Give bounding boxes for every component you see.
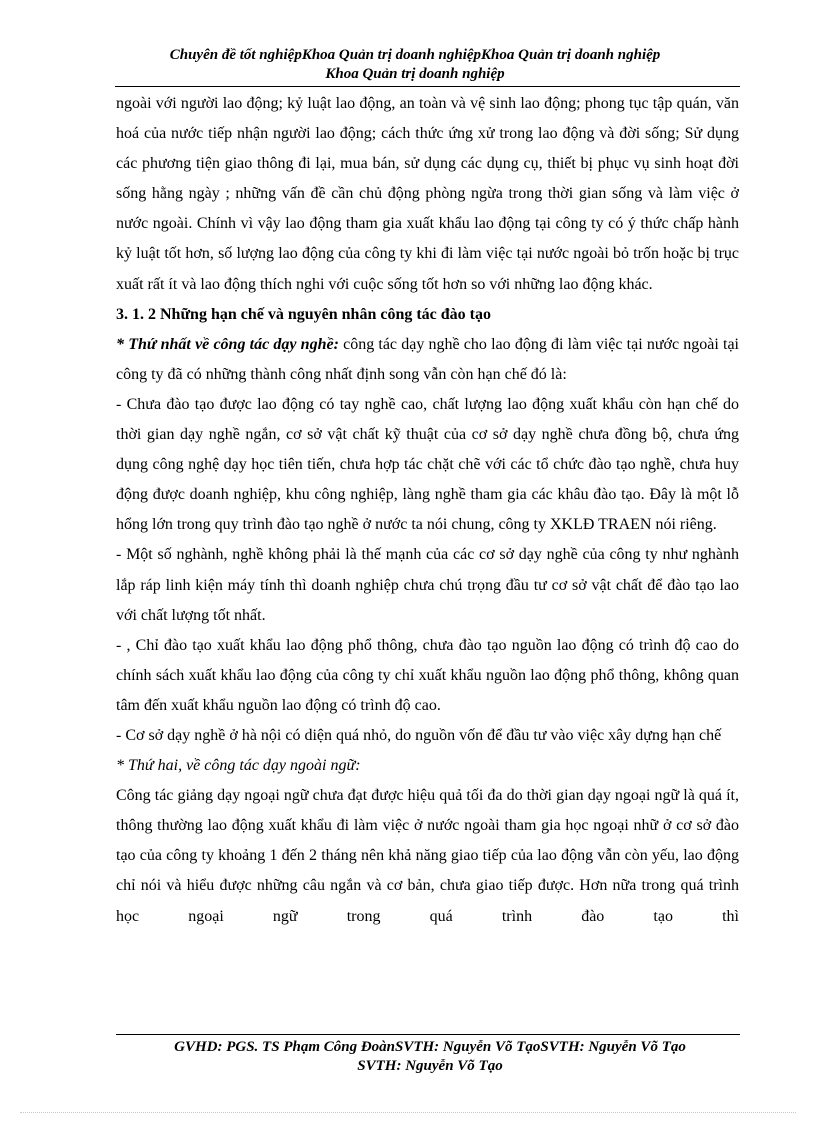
footer-line-2: SVTH: Nguyễn Võ Tạo xyxy=(357,1058,503,1074)
page-edge xyxy=(20,1112,796,1113)
section-heading: 3. 1. 2 Những hạn chế và nguyên nhân công tác đào tạo xyxy=(116,305,491,323)
paragraph-3: - Chưa đào tạo được lao động có tay nghề cao, chất lượng lao động xuất khẩu còn hạn chế do thời gian dạy nghề ngắn, cơ sở vật chất kỹ thuật của cơ sở dạy nghề chưa đồng bộ, chưa ứng dụng công nghệ dạy học tiên tiến, chưa hợp tác chặt chẽ với các tổ chức đào tạo nghề, chưa huy động được doanh nghiệp, khu công nghiệp, làng nghề tham gia các khâu đào tạo. Đây là một lỗ hổng lớn trong quy trình đào tạo nghề ở nước ta nói chung, công ty XKLĐ TRAEN nói riêng. xyxy=(116,395,739,534)
header-line-1: Chuyên đề tốt nghiệpKhoa Quản trị doanh nghiệpKhoa Quản trị doanh nghiệp xyxy=(169,47,661,63)
header-line-2: Khoa Quản trị doanh nghiệp xyxy=(325,66,505,82)
paragraph-5: - , Chỉ đào tạo xuất khẩu lao động phổ thông, chưa đào tạo nguồn lao động có trình độ cao do chính sách xuất khẩu lao động của công ty chỉ xuất khẩu nguồn lao động phổ thông, không quan tâm đến xuất khẩu nguồn lao động có trình độ cao. xyxy=(116,636,739,714)
paragraph-1: ngoài với người lao động; kỷ luật lao động, an toàn và vệ sinh lao động; phong tục tập quán, văn hoá của nước tiếp nhận người lao động; cách thức ứng xử trong lao động và đời sống; Sử dụng các phương tiện giao thông đi lại, mua bán, sử dụng các dụng cụ, thiết bị phục vụ sinh hoạt đời sống hằng ngày ; những vấn đề cần chủ động phòng ngừa trong thời gian sống và làm việc ở nước ngoài. Chính vì vậy lao động tham gia xuất khẩu lao động tại công ty có ý thức chấp hành kỷ luật tốt hơn, số lượng lao động của công ty khi đi làm việc tại nước ngoài bỏ trốn hoặc bị trục xuất rất ít và lao động thích nghi với cuộc sống tốt hơn so với những lao động khác. xyxy=(116,95,739,293)
paragraph-2-lead: * Thứ nhất về công tác dạy nghề: xyxy=(116,335,339,353)
paragraph-4: - Một số nghành, nghề không phải là thế mạnh của các cơ sở dạy nghề của công ty như nghành lắp ráp linh kiện máy tính thì doanh nghiệp chưa chú trọng đầu tư cơ sở vật chất để đào tạo lao với chất lượng tốt nhất. xyxy=(116,546,739,624)
header-divider xyxy=(115,86,740,87)
page-footer xyxy=(100,1038,760,1076)
paragraph-2-text: công tác dạy nghề cho lao động đi làm việc tại nước ngoài tại công ty đã có những thành công nhất định song vẫn còn hạn chế đó là: xyxy=(116,335,740,383)
paragraph-7: * Thứ hai, về công tác dạy ngoài ngữ: xyxy=(116,757,361,775)
footer-divider xyxy=(116,1034,740,1035)
paragraph-8: Công tác giảng dạy ngoại ngữ chưa đạt được hiệu quả tối đa do thời gian dạy ngoại ngữ là quá ít, thông thường lao động xuất khẩu đi làm việc ở nước ngoài tham gia học ngoại nhữ ở cơ sở đào tạo của công ty khoảng 1 đến 2 tháng nên khả năng giao tiếp của lao động vẫn còn yếu, lao động chỉ nói và hiểu được những câu ngắn và cơ bản, chưa giao tiếp được. Hơn nữa trong quá trình học ngoại ngữ trong quá trình đào tạo thì xyxy=(116,787,739,925)
page-header xyxy=(100,46,730,84)
paragraph-2 xyxy=(116,330,739,390)
document-body xyxy=(116,89,739,932)
paragraph-6: - Cơ sở dạy nghề ở hà nội có diện quá nhỏ, do nguồn vốn để đầu tư vào việc xây dựng hạn chế xyxy=(116,726,722,744)
footer-line-1: GVHD: PGS. TS Phạm Công ĐoànSVTH: Nguyễn Võ TạoSVTH: Nguyễn Võ Tạo xyxy=(174,1039,686,1055)
